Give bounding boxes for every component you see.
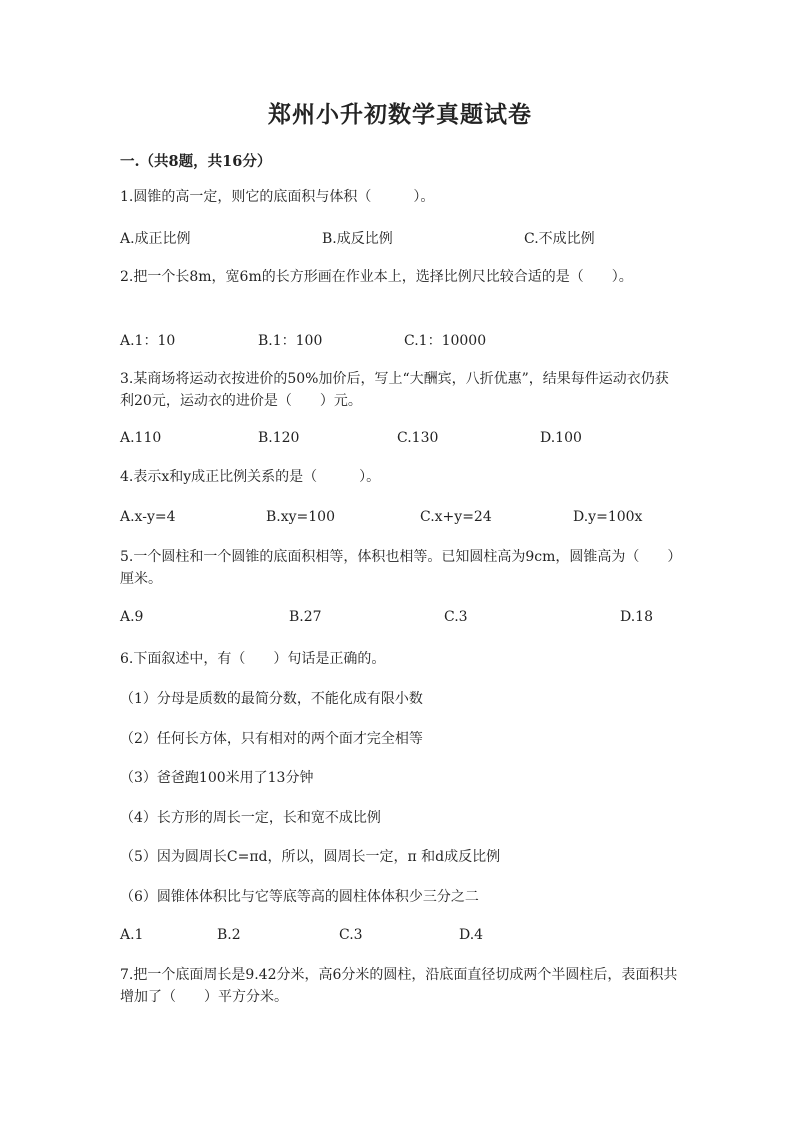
question-6: 6.下面叙述中，有（ ）句话是正确的。	[120, 651, 386, 667]
q3-option-c: C.130	[397, 430, 439, 446]
q3-option-d: D.100	[540, 430, 582, 446]
q6-statement-3: （3）爸爸跑100米用了13分钟	[120, 770, 314, 786]
q5-option-c: C.3	[444, 609, 468, 625]
q1-option-a: A.成正比例	[120, 231, 191, 247]
page-title: 郑州小升初数学真题试卷	[268, 101, 532, 128]
q1-option-c: C.不成比例	[524, 231, 595, 247]
q6-option-a: A.1	[120, 927, 144, 943]
q1-option-b: B.成反比例	[322, 231, 393, 247]
q5-option-b: B.27	[289, 609, 322, 625]
q6-option-c: C.3	[339, 927, 363, 943]
q4-option-b: B.xy=100	[266, 509, 335, 525]
question-1: 1.圆锥的高一定，则它的底面积与体积（ ）。	[120, 189, 435, 205]
question-5: 5.一个圆柱和一个圆锥的底面积相等，体积也相等。已知圆柱高为9cm，圆锥高为（ ）厘米。	[120, 549, 675, 587]
q2-option-c: C.1：10000	[404, 333, 487, 349]
q2-option-a: A.1：10	[120, 333, 176, 349]
q2-option-b: B.1：100	[258, 333, 323, 349]
question-7: 7.把一个底面周长是9.42分米，高6分米的圆柱，沿底面直径切成两个半圆柱后，表面积共增加了（ ）平方分米。	[120, 967, 678, 1005]
q6-statement-1: （1）分母是质数的最简分数，不能化成有限小数	[120, 691, 423, 707]
q6-option-d: D.4	[459, 927, 484, 943]
q4-option-a: A.x-y=4	[120, 509, 176, 525]
section-heading: 一.（共8题，共16分）	[120, 153, 272, 170]
question-4: 4.表示x和y成正比例关系的是（ ）。	[120, 469, 381, 485]
question-2: 2.把一个长8m，宽6m的长方形画在作业本上，选择比例尺比较合适的是（ ）。	[120, 269, 633, 285]
q3-option-a: A.110	[120, 430, 162, 446]
q6-statement-2: （2）任何长方体，只有相对的两个面才完全相等	[120, 731, 423, 747]
q5-option-a: A.9	[120, 609, 144, 625]
q6-statement-4: （4）长方形的周长一定，长和宽不成比例	[120, 810, 381, 826]
q6-option-b: B.2	[217, 927, 241, 943]
q3-option-b: B.120	[258, 430, 300, 446]
q4-option-d: D.y=100x	[573, 509, 643, 525]
q6-statement-6: （6）圆锥体体积比与它等底等高的圆柱体体积少三分之二	[120, 889, 479, 905]
question-3: 3.某商场将运动衣按进价的50%加价后，写上“大酬宾，八折优惠”，结果每件运动衣仍获利20元，运动衣的进价是（ ）元。	[120, 371, 669, 409]
q5-option-d: D.18	[620, 609, 653, 625]
q4-option-c: C.x+y=24	[420, 509, 492, 525]
q6-statement-5: （5）因为圆周长C=πd，所以，圆周长一定，π 和d成反比例	[120, 849, 501, 865]
